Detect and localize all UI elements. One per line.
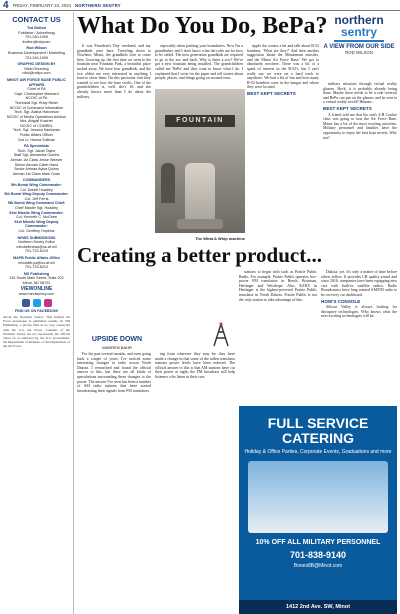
logo-line1: northern <box>334 13 384 27</box>
article-text: military missions through virtual reality glasses. Heck, it is probably already being done. Maybe there needs to be a ride reversal and BePa can put on the glasses and be sent to a virtual reality world? Hmmm... <box>323 82 397 105</box>
article1-col2 <box>155 44 243 88</box>
ad-address: 1412 2nd Ave. SW, Minot <box>239 600 397 614</box>
nd-address: 315 South Main Street, Suite 202 <box>9 276 64 281</box>
disclaimer-text: About the Northern Sentry: This funded Air Force newspaper is published weekly by ND Publishing, a private firm in no way connected with the U.S. Air Force. Contents of the Northern Sentry are not necessarily the official views of, or endorsed by, the U.S. government, the Department of Defense, or the Department of the Air Force. <box>3 315 70 348</box>
contact-name: Ted Bolton <box>27 26 46 30</box>
news-heading: NEWS SUBMISSIONS <box>17 235 56 240</box>
commander-line: 91st Missile Wing Deputy Commander: <box>14 219 59 229</box>
contact-role: Publisher / Advertising <box>18 30 55 35</box>
article1-col4 <box>323 82 397 240</box>
article-text: A friend told me that his son's 4-H Cookie class was going to tour the Air Force Base. Minot has a lot of the most exciting activities. Military personnel and families have the opportunity to enjoy the best kept secrets. Why not? <box>323 112 397 140</box>
commanders-heading: COMMANDERS <box>22 178 51 183</box>
article-subhead: HOW'S CONSOLE <box>321 298 361 304</box>
ad-food-image <box>248 461 388 533</box>
column-byline: WARREN BAHR <box>102 345 132 350</box>
article2-col4 <box>321 270 397 402</box>
minot-pa-line: Tech. Sgt. Jessica Kambesis <box>13 128 60 133</box>
article1-col1 <box>77 44 151 240</box>
nd-address: Minot, ND 58701 <box>22 280 51 285</box>
main-headline: What Do You Do, BePa? <box>77 13 328 39</box>
logo-divider <box>334 40 384 42</box>
minot-pa-line: Tech. Sgt. Alaina Halvorson <box>13 110 60 115</box>
column-title: UPSIDE DOWN <box>91 336 143 343</box>
specialist: Airman 1st Class Jesse Weaver <box>10 158 63 163</box>
specialist: Senior Airman Caleb Hand <box>14 162 59 167</box>
contact-title: CONTACT US <box>12 15 61 24</box>
twitter-icon[interactable] <box>33 299 41 307</box>
article-text: ripple the waters a bit and talk about B-52 bombers. 'What are they?' And then another suggestion 'about the Minuteman missiles, and the Minot Air Force Base.' We got to absolutely nowhere. There was a bit of a spark of interest in the B-52's, but I can't really say we were on a hard track to anywhere. We had a bit of fun and how many B-52 bombers were in the hangar and where they were located. <box>247 44 319 90</box>
sentry-logo <box>321 14 397 55</box>
contact-role: Business Development / Marketing <box>8 50 65 55</box>
ad-title: FULL SERVICE CATERING <box>267 415 369 446</box>
contact-column <box>0 12 74 614</box>
mafb-email[interactable]: minotafb.pa@us.af.mil <box>18 260 55 265</box>
ad-phone[interactable]: 701-838-9140 <box>289 550 347 560</box>
article-text: Dakota, yet. It's only a matter of time before others follow. It provides CB quality sound and since 2016, companies have been equipping new cars with built-in satellite radios. Radio Broadcasters have long wanted AM/FM radio to be on every car dashboard. <box>321 270 397 297</box>
article-text: For the past several months, and even going back a couple of years, I've noticed some interesting changes to radio across North Dakota. I researched and found the official answer to this, but there are all kinds of speculations surrounding these changes to the power. The answer I've seen has been a number of AM radio stations that have started broadcasting their signals from FM translators. <box>77 352 151 393</box>
masthead-bar <box>0 0 400 11</box>
minot-pa-line: Chief of PA <box>27 87 46 92</box>
article2-col1 <box>77 352 151 614</box>
mafb-heading: MAFB Public Affairs Office <box>13 255 60 260</box>
instagram-icon[interactable] <box>44 299 52 307</box>
fountain-bowl <box>177 219 223 229</box>
article-text: especially when pushing your boundaries. Now I'm a grandfather, and I don't know what the rules are for how to be called. The next generation grandkids are required to go to the zoo and back. Why is there a zoo? We've got a new fountain being installed. The grandchildren called me 'BePa' and they want to know what I do. I explained that I write for the paper and tell stories about people, places, and things going on around town. <box>155 44 243 81</box>
issue-date: FRIDAY, FEBRUARY 23, 2024 <box>12 2 71 8</box>
article1-col3 <box>247 44 319 240</box>
person-silhouette <box>161 163 175 203</box>
news-email[interactable]: minotafbnews@us.af.mil <box>16 244 57 249</box>
catering-ad[interactable] <box>239 406 397 614</box>
commander-line: 5th Bomb Wing Deputy Commander: <box>4 192 69 197</box>
article-text: stations to begin with such as Prairie Public Radio. For example, Prairie Public operates low-power FM translators in Beach, Bowman, Hettinger and Westhope. Also, KZRX in Hettinger is the highest-powered Prairie Public translator in North Dakota. Prairie Public is not the only station to take advantage of this. <box>239 270 317 302</box>
commander-line: 5th Bomb Wing Commander: <box>11 183 62 187</box>
commander-line: Chief Master Sgt. Hoadley <box>14 205 59 210</box>
article-text: ing from wherever they may be, they have made a change in that some of the tallest translator stations power levels have been reduced. The official answer to this is that AM stations have cut their power at night; the FM broadcast will help listeners who listen in their cars. <box>155 352 235 379</box>
second-headline: Creating a better product... <box>77 243 322 267</box>
social-icons <box>3 299 70 307</box>
minot-pa-line: Technical Sgt. Ruby Reiler <box>14 100 59 105</box>
section-name: NORTHERN SENTRY <box>75 2 121 8</box>
article-subhead: BEST KEPT SECRETS <box>323 105 372 111</box>
website-link[interactable]: www.minotsentry.com <box>18 292 55 297</box>
find-us-label: FIND US ON FACEBOOK <box>14 308 59 313</box>
contact-phone: 701-240-1009 <box>25 35 48 40</box>
news-line: Northern Sentry Editor <box>18 240 55 245</box>
main-area <box>77 12 397 55</box>
specialists-heading: PA Specialists <box>23 144 49 149</box>
news-phone: 701-723-6215 <box>25 249 48 254</box>
specialist: Senior Airman Ayisa Quiros <box>14 167 59 172</box>
article-text: It was President's Day weekend, and my grandkids were here. Traveling down to Nowhere, Minot, the grandkids love to come here. Growing up, the first time we went to the fountain near Fountain Park, a beautiful place tucked away. We have four grandkids, and the two oldest are very interested in anything I have to show them. On this particular visit they wanted to see how the base works. One of the grandchildren is, well, she's 16, and she already knows more than I do about the military. <box>77 44 151 99</box>
commander-line: Col. Daniel Hoadley <box>20 187 53 192</box>
web-heading: VIEWONLINE <box>20 286 53 293</box>
article-subhead: BEST KEPT SECRETS <box>247 90 296 96</box>
mafb-phone: 701-723-6212 <box>25 265 48 270</box>
contact-email[interactable]: tbolton@ndpcom <box>22 39 51 44</box>
minot-pa-line: NCOIC of PA <box>25 96 48 101</box>
specialist: Staff Sgt. Alexandra Gombs <box>13 153 60 158</box>
commander-line: Col. Geoffrey Hopkins <box>18 228 55 233</box>
article-text: Silicon Valley is always looking for disruptive technologies. Who knows what the next exciting technologies will be. <box>321 305 397 319</box>
specialist: Tech. Sgt. Jacob Taylor <box>17 148 56 153</box>
minot-pa-line: Capt. Christopher Mesnard <box>14 91 59 96</box>
ad-subtitle: Holiday & Office Parties, Corporate Events, Graduations and more <box>244 449 392 455</box>
article2-col3 <box>239 270 317 402</box>
commander-line: Col. Kenneth C. McGhee <box>16 215 57 220</box>
designer-name: Nikki Greening <box>24 66 49 71</box>
design-heading: GRAPHIC DESIGN BY <box>17 62 56 67</box>
ad-discount-badge: 10% OFF ALL MILITARY PERSONNEL <box>255 539 381 546</box>
minot-pa-heading: MINOT AIR FORCE BASE PUBLIC AFFAIRS <box>6 77 67 87</box>
specialist: Airman 1st Class Mark Guan <box>12 171 61 176</box>
minot-pa-line: Mrs. Abigail Kostner <box>20 119 53 124</box>
logo-caption: A VIEW FROM OUR SIDE <box>323 44 395 50</box>
fountain-machine <box>185 163 215 223</box>
contact-phone: 701-240-1009 <box>25 55 48 60</box>
minot-pa-line: Public Affairs Officer <box>19 133 54 138</box>
contact-name: Rod Wilson <box>26 46 47 51</box>
ad-email[interactable]: Bones8B@Minot.com <box>293 563 343 569</box>
fountain-sign: FOUNTAIN <box>165 115 235 127</box>
nd-heading: ND Publishing <box>23 271 50 276</box>
commander-line: 5th Bomb Wing Command Chief: <box>7 201 66 206</box>
page-number: 4 <box>3 0 9 11</box>
logo-line2: sentry <box>340 25 378 39</box>
photo-caption: The What A Whip machine <box>195 236 245 241</box>
minot-pa-line: NCOIC of Command Information <box>9 105 64 110</box>
article2-col2 <box>155 352 235 614</box>
radio-tower-icon <box>205 322 237 348</box>
logo-byline: ROD WILSON <box>345 50 373 55</box>
minot-pa-line: NCOIC of COMREL <box>20 123 53 128</box>
minot-pa-line: NCOIC of Media Operations Advisor <box>6 114 67 119</box>
minot-pa-line: 2nd Lt. Hanna Sullivan <box>17 137 56 142</box>
designer-email[interactable]: nikki@ndfpc.com <box>22 71 51 76</box>
facebook-icon[interactable] <box>22 299 30 307</box>
commander-line: Col. Jeff Ferris <box>24 196 49 201</box>
fountain-photo <box>155 89 245 233</box>
commander-line: 91st Missile Wing Commander: <box>9 210 64 215</box>
